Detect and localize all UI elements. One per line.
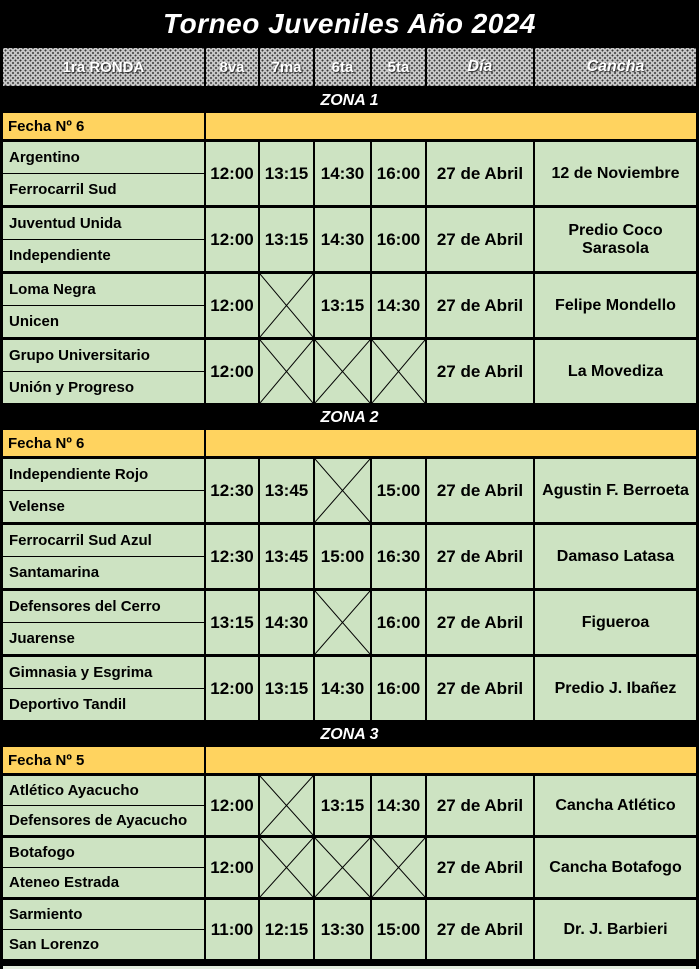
zone-band-3: ZONA 3 xyxy=(3,723,696,747)
team2-label: Deportivo Tandil xyxy=(9,696,127,713)
team2-label: Santamarina xyxy=(9,564,100,581)
team1-label: Botafogo xyxy=(3,838,204,868)
time-cell-6ta: 15:00 xyxy=(315,525,370,588)
time-cell-6ta xyxy=(315,340,370,403)
crossed-out-icon xyxy=(372,340,425,403)
team-pair-cell xyxy=(3,838,204,897)
venue-cell: Cancha Botafogo xyxy=(535,838,696,897)
time-cell-8va: 12:00 xyxy=(206,142,258,205)
team-pair-cell xyxy=(3,525,204,588)
crossed-out-icon xyxy=(260,838,313,897)
day-cell: 27 de Abril xyxy=(427,142,533,205)
fecha-label: Fecha Nº 6 xyxy=(3,113,204,139)
match-row xyxy=(3,776,696,838)
time-cell-5ta: 15:00 xyxy=(372,459,425,522)
time-cell-5ta: 16:00 xyxy=(372,208,425,271)
day-cell: 27 de Abril xyxy=(427,525,533,588)
zone-band-1: ZONA 1 xyxy=(3,88,696,113)
team2-label: Independiente xyxy=(9,247,111,264)
time-cell-6ta xyxy=(315,591,370,654)
team-pair-cell xyxy=(3,142,204,205)
team2-label: Ateneo Estrada xyxy=(9,874,120,891)
day-cell: 27 de Abril xyxy=(427,340,533,403)
time-cell-8va: 13:15 xyxy=(206,591,258,654)
day-cell: 27 de Abril xyxy=(427,591,533,654)
time-cell-8va: 12:00 xyxy=(206,340,258,403)
time-cell-7ma: 12:15 xyxy=(260,900,313,959)
venue-cell: 12 de Noviembre xyxy=(535,142,696,205)
venue-cell: Damaso Latasa xyxy=(535,525,696,588)
crossed-out-icon xyxy=(372,838,425,897)
header-5ta: 5ta xyxy=(372,48,425,86)
crossed-out-icon xyxy=(315,838,370,897)
team2-label: Unicen xyxy=(9,313,60,330)
day-cell: 27 de Abril xyxy=(427,657,533,720)
time-cell-7ma: 13:15 xyxy=(260,657,313,720)
team-pair-cell xyxy=(3,776,204,835)
team1-label: Argentino xyxy=(3,142,204,174)
header-6ta: 6ta xyxy=(315,48,370,86)
time-cell-6ta: 14:30 xyxy=(315,657,370,720)
team1-label: Grupo Universitario xyxy=(3,340,204,372)
team-pair-cell xyxy=(3,900,204,959)
team-pair-cell xyxy=(3,657,204,720)
time-cell-8va: 11:00 xyxy=(206,900,258,959)
time-cell-7ma xyxy=(260,838,313,897)
time-cell-5ta: 16:30 xyxy=(372,525,425,588)
day-cell: 27 de Abril xyxy=(427,776,533,835)
day-cell: 27 de Abril xyxy=(427,900,533,959)
time-cell-7ma xyxy=(260,776,313,835)
match-row xyxy=(3,838,696,900)
team2-label: San Lorenzo xyxy=(9,936,100,953)
time-cell-7ma: 13:45 xyxy=(260,525,313,588)
team1-label: Sarmiento xyxy=(3,900,204,930)
team1-label: Independiente Rojo xyxy=(3,459,204,491)
team2-label: Unión y Progreso xyxy=(9,379,135,396)
venue-cell: La Movediza xyxy=(535,340,696,403)
venue-cell: Predio Coco Sarasola xyxy=(535,208,696,271)
fecha-label: Fecha Nº 6 xyxy=(3,430,204,456)
header-7ma: 7ma xyxy=(260,48,313,86)
venue-cell: Agustin F. Berroeta xyxy=(535,459,696,522)
time-cell-8va: 12:00 xyxy=(206,208,258,271)
header-8va: 8va xyxy=(206,48,258,86)
time-cell-8va: 12:00 xyxy=(206,838,258,897)
crossed-out-icon xyxy=(260,340,313,403)
time-cell-6ta: 14:30 xyxy=(315,208,370,271)
fecha-row-zone2 xyxy=(3,430,696,459)
match-row xyxy=(3,525,696,591)
team1-label: Loma Negra xyxy=(3,274,204,306)
team2-label: Ferrocarril Sud xyxy=(9,181,117,198)
day-cell: 27 de Abril xyxy=(427,459,533,522)
header-day: Día xyxy=(427,48,533,86)
time-cell-6ta: 14:30 xyxy=(315,142,370,205)
time-cell-5ta: 16:00 xyxy=(372,142,425,205)
team-pair-cell xyxy=(3,208,204,271)
team2-label: Juarense xyxy=(9,630,75,647)
time-cell-8va: 12:30 xyxy=(206,459,258,522)
crossed-out-icon xyxy=(315,459,370,522)
fecha-row-zone1 xyxy=(3,113,696,142)
team1-label: Gimnasia y Esgrima xyxy=(3,657,204,689)
match-row xyxy=(3,900,696,962)
time-cell-8va: 12:00 xyxy=(206,776,258,835)
time-cell-6ta: 13:15 xyxy=(315,776,370,835)
time-cell-6ta: 13:30 xyxy=(315,900,370,959)
match-row xyxy=(3,274,696,340)
team-pair-cell xyxy=(3,274,204,337)
team2-label: Defensores de Ayacucho xyxy=(9,812,188,829)
fecha-filler xyxy=(206,113,696,139)
crossed-out-icon xyxy=(315,340,370,403)
time-cell-8va: 12:00 xyxy=(206,274,258,337)
fecha-label: Fecha Nº 5 xyxy=(3,747,204,773)
crossed-out-icon xyxy=(260,776,313,835)
time-cell-8va: 12:00 xyxy=(206,657,258,720)
zone-band-2: ZONA 2 xyxy=(3,406,696,430)
page-title: Torneo Juveniles Año 2024 xyxy=(3,0,696,48)
column-header-row xyxy=(3,48,696,88)
team-pair-cell xyxy=(3,340,204,403)
time-cell-8va: 12:30 xyxy=(206,525,258,588)
match-row xyxy=(3,459,696,525)
team-pair-cell xyxy=(3,591,204,654)
time-cell-7ma xyxy=(260,274,313,337)
time-cell-5ta: 14:30 xyxy=(372,776,425,835)
team1-label: Ferrocarril Sud Azul xyxy=(3,525,204,557)
time-cell-5ta xyxy=(372,340,425,403)
venue-cell: Dr. J. Barbieri xyxy=(535,900,696,959)
fecha-filler xyxy=(206,747,696,773)
match-row xyxy=(3,208,696,274)
time-cell-6ta xyxy=(315,838,370,897)
crossed-out-icon xyxy=(315,591,370,654)
time-cell-6ta: 13:15 xyxy=(315,274,370,337)
team1-label: Defensores del Cerro xyxy=(3,591,204,623)
time-cell-7ma: 13:15 xyxy=(260,142,313,205)
match-row xyxy=(3,657,696,723)
team2-label: Velense xyxy=(9,498,65,515)
time-cell-5ta: 16:00 xyxy=(372,657,425,720)
time-cell-7ma: 13:45 xyxy=(260,459,313,522)
venue-cell: Cancha Atlético xyxy=(535,776,696,835)
time-cell-5ta: 14:30 xyxy=(372,274,425,337)
header-venue: Cancha xyxy=(535,48,696,86)
time-cell-7ma: 14:30 xyxy=(260,591,313,654)
header-round: 1ra RONDA xyxy=(3,48,204,86)
team1-label: Juventud Unida xyxy=(3,208,204,240)
venue-cell: Felipe Mondello xyxy=(535,274,696,337)
venue-cell: Figueroa xyxy=(535,591,696,654)
venue-cell: Predio J. Ibañez xyxy=(535,657,696,720)
day-cell: 27 de Abril xyxy=(427,838,533,897)
day-cell: 27 de Abril xyxy=(427,274,533,337)
time-cell-5ta xyxy=(372,838,425,897)
time-cell-6ta xyxy=(315,459,370,522)
time-cell-7ma xyxy=(260,340,313,403)
time-cell-5ta: 15:00 xyxy=(372,900,425,959)
day-cell: 27 de Abril xyxy=(427,208,533,271)
team-pair-cell xyxy=(3,459,204,522)
time-cell-7ma: 13:15 xyxy=(260,208,313,271)
fecha-row-zone3 xyxy=(3,747,696,776)
match-row xyxy=(3,591,696,657)
time-cell-5ta: 16:00 xyxy=(372,591,425,654)
match-row xyxy=(3,142,696,208)
team1-label: Atlético Ayacucho xyxy=(3,776,204,806)
match-row xyxy=(3,340,696,406)
crossed-out-icon xyxy=(260,274,313,337)
fecha-filler xyxy=(206,430,696,456)
